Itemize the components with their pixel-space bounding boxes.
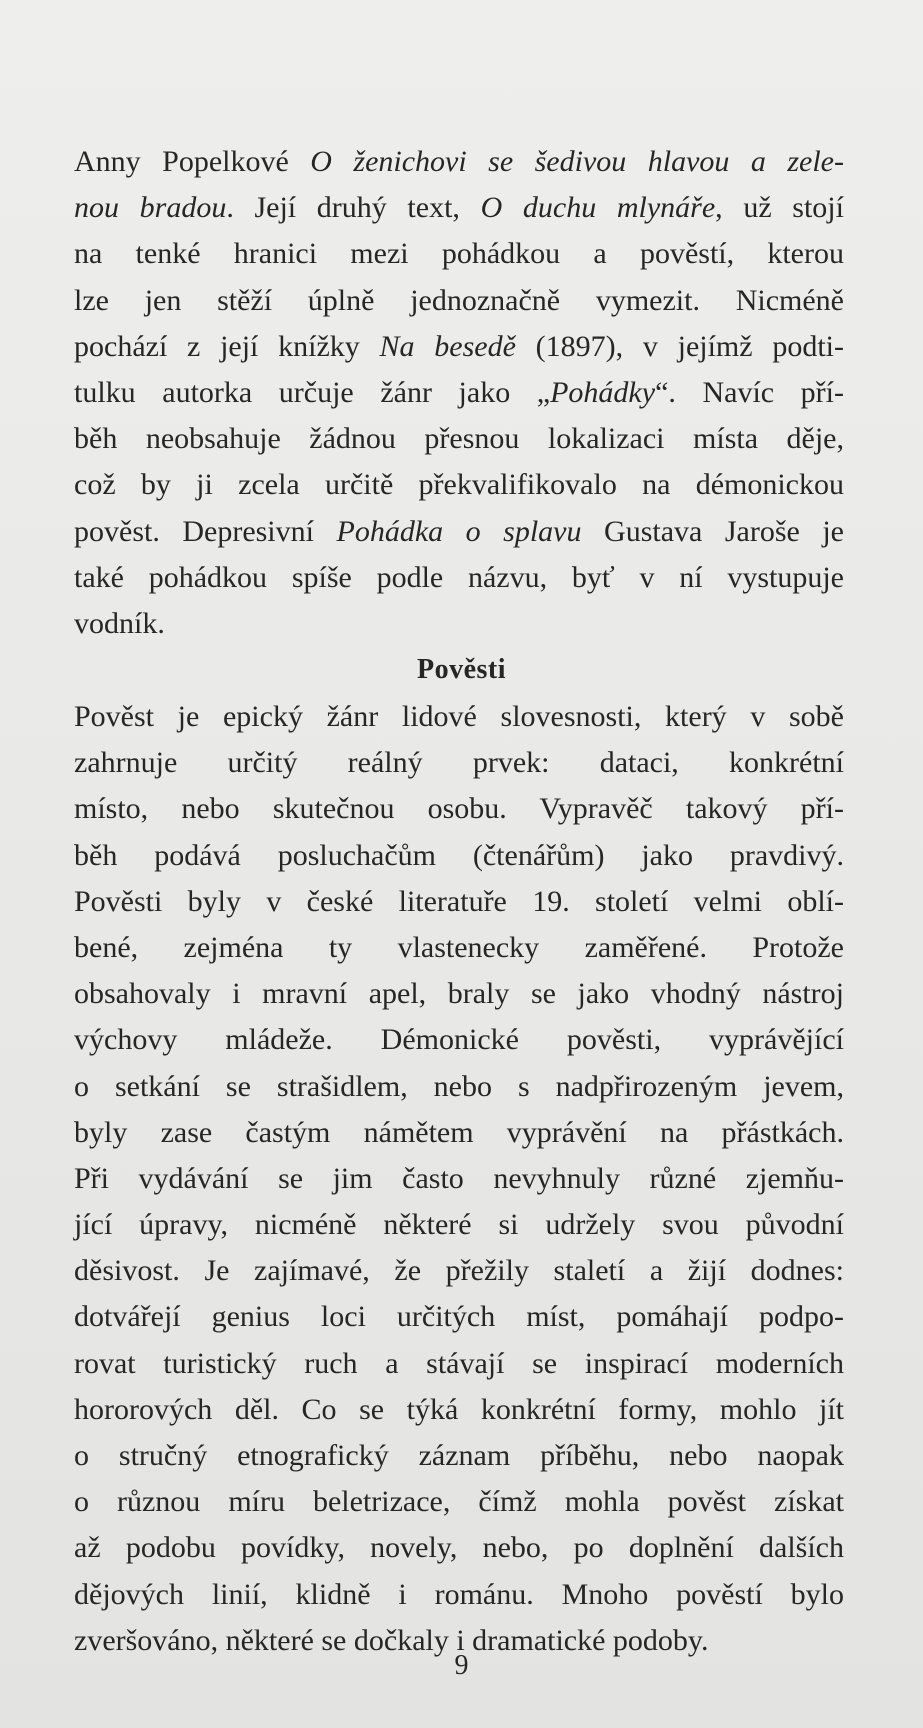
- text-line: obsahovaly i mravní apel, braly se jako vhodný nástroj: [74, 977, 844, 1011]
- page-number: 9: [454, 1650, 469, 1681]
- text-line: jící úpravy, nicméně některé si udržely svou původní: [74, 1208, 844, 1242]
- paragraph-povesti: [74, 694, 844, 1664]
- text-line: tulku autorka určuje žánr jako „Pohádky“. Navíc pří-: [74, 375, 844, 409]
- text-line: byly zase častým námětem vyprávění na přástkách.: [74, 1115, 844, 1149]
- section-heading: Pověsti: [416, 654, 507, 685]
- text-line: o setkání se strašidlem, nebo s nadpřirozeným jevem,: [74, 1069, 844, 1103]
- text-line: také pohádkou spíše podle názvu, byť v ní vystupuje: [74, 560, 844, 594]
- text-line: Pověsti byly v české literatuře 19. století velmi oblí-: [74, 884, 844, 918]
- text-line: děsivost. Je zajímavé, že přežily staletí a žijí dodnes:: [74, 1254, 844, 1288]
- text-line: nou bradou. Její druhý text, O duchu mlynáře, už stojí: [74, 191, 844, 225]
- text-line: o stručný etnografický záznam příběhu, nebo naopak: [74, 1439, 844, 1472]
- text-line: místo, nebo skutečnou osobu. Vypravěč takový pří-: [74, 792, 844, 826]
- text-line: rovat turistický ruch a stávají se inspirací moderních: [74, 1346, 844, 1380]
- text-line: pochází z její knížky Na besedě (1897), v jejímž podti-: [74, 329, 844, 363]
- text-line: na tenké hranici mezi pohádkou a pověstí, kterou: [74, 237, 844, 271]
- text-line: což by ji zcela určitě překvalifikovalo na démonickou: [74, 468, 844, 502]
- text-line: hororových děl. Co se týká konkrétní formy, mohlo jít: [74, 1392, 844, 1426]
- text-line: Anny Popelkové O ženichovi se šedivou hlavou a zele-: [74, 145, 844, 178]
- text-line: o různou míru beletrizace, čímž mohla pověst získat: [74, 1485, 844, 1519]
- text-line: Pověst je epický žánr lidové slovesnosti, který v sobě: [74, 700, 844, 733]
- text-line: bené, zejména ty vlastenecky zaměřené. Protože: [74, 930, 844, 964]
- text-line: vodník.: [74, 606, 165, 640]
- text-line: dějových linií, klidně i románu. Mnoho pověstí bylo: [74, 1577, 844, 1611]
- paragraph-intro: [74, 139, 844, 647]
- text-line: až podobu povídky, novely, nebo, po doplnění dalších: [74, 1531, 844, 1565]
- text-line: výchovy mládeže. Démonické pověsti, vyprávějící: [74, 1023, 844, 1057]
- text-line: běh neobsahuje žádnou přesnou lokalizaci místa děje,: [74, 422, 844, 456]
- text-line: zahrnuje určitý reálný prvek: dataci, konkrétní: [74, 746, 844, 780]
- text-line: Při vydávání se jim často nevyhnuly různé zjemňu-: [74, 1161, 844, 1195]
- text-line: běh podává posluchačům (čtenářům) jako pravdivý.: [74, 838, 844, 872]
- text-line: dotvářejí genius loci určitých míst, pomáhají podpo-: [74, 1300, 844, 1334]
- text-line: zveršováno, některé se dočkaly i dramatické podoby.: [74, 1623, 709, 1657]
- text-line: pověst. Depresivní Pohádka o splavu Gustava Jaroše je: [74, 514, 844, 548]
- text-line: lze jen stěží úplně jednoznačně vymezit. Nicméně: [74, 283, 844, 317]
